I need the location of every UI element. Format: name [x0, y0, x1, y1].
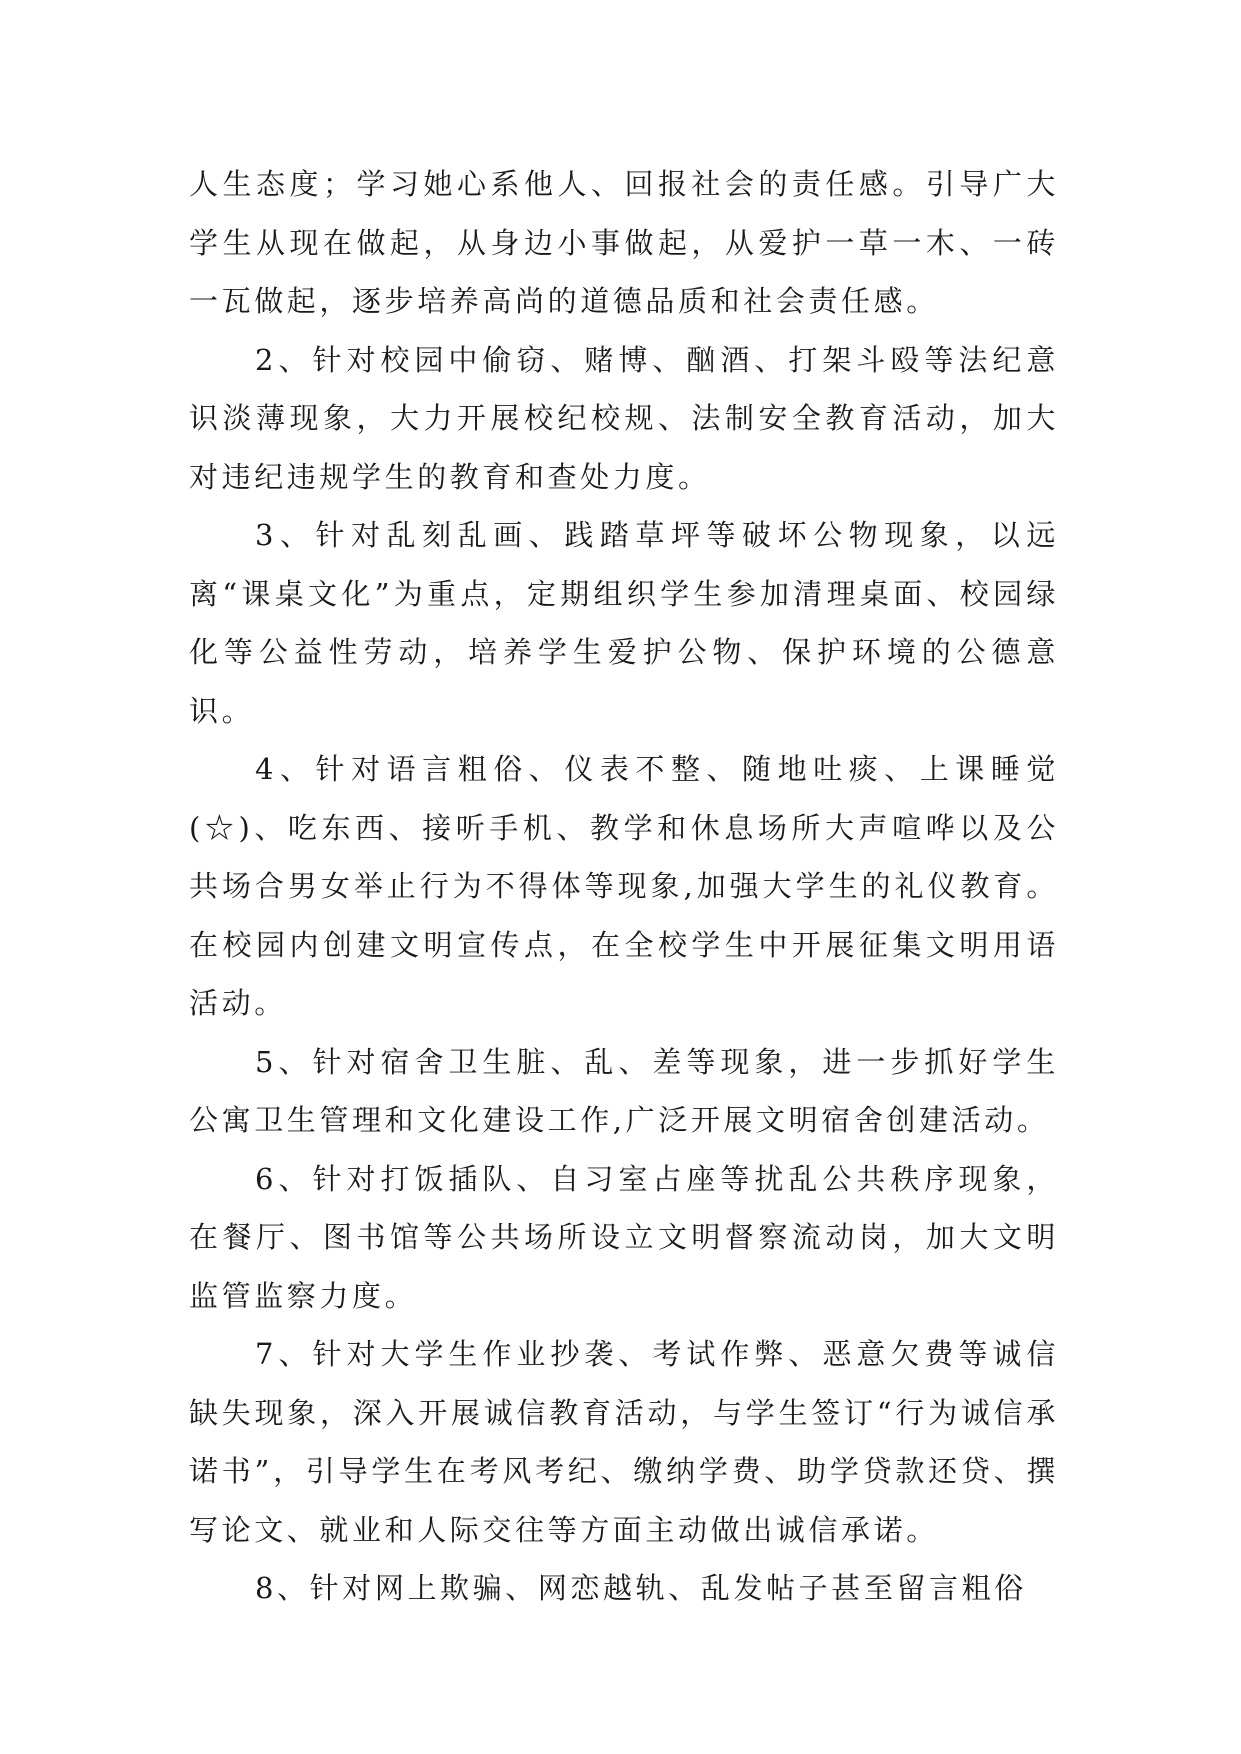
paragraph-continuation: 人生态度；学习她心系他人、回报社会的责任感。引导广大学生从现在做起，从身边小事做起，从爱护一草一木、一砖一瓦做起，逐步培养高尚的道德品质和社会责任感。: [189, 167, 1059, 318]
paragraph-item-4: 4、针对语言粗俗、仪表不整、随地吐痰、上课睡觉(☆)、吃东西、接听手机、教学和休息场所大声喧哗以及公共场合男女举止行为不得体等现象,加强大学生的礼仪教育。在校园内创建文明宣传点，在全校学生中开展征集文明用语活动。: [189, 752, 1059, 1020]
paragraph-item-5: 5、针对宿舍卫生脏、乱、差等现象，进一步抓好学生公寓卫生管理和文化建设工作,广泛开展文明宿舍创建活动。: [189, 1044, 1059, 1137]
paragraph-item-6: 6、针对打饭插队、自习室占座等扰乱公共秩序现象，在餐厅、图书馆等公共场所设立文明督察流动岗，加大文明监管监察力度。: [189, 1161, 1059, 1313]
paragraph-item-3: 3、针对乱刻乱画、践踏草坪等破坏公物现象，以远离“课桌文化”为重点，定期组织学生参加清理桌面、校园绿化等公益性劳动，培养学生爱护公物、保护环境的公德意识。: [189, 518, 1059, 728]
paragraph-item-7: 7、针对大学生作业抄袭、考试作弊、恶意欠费等诚信缺失现象，深入开展诚信教育活动，与学生签订“行为诚信承诺书”，引导学生在考风考纪、缴纳学费、助学贷款还贷、撰写论文、就业和人际交往等方面主动做出诚信承诺。: [189, 1337, 1059, 1547]
paragraph-item-8: 8、针对网上欺骗、网恋越轨、乱发帖子甚至留言粗俗: [255, 1571, 1027, 1605]
document-body: [189, 155, 1059, 1618]
paragraph-item-2: 2、针对校园中偷窃、赌博、酗酒、打架斗殴等法纪意识淡薄现象，大力开展校纪校规、法制安全教育活动，加大对违纪违规学生的教育和查处力度。: [189, 342, 1059, 494]
